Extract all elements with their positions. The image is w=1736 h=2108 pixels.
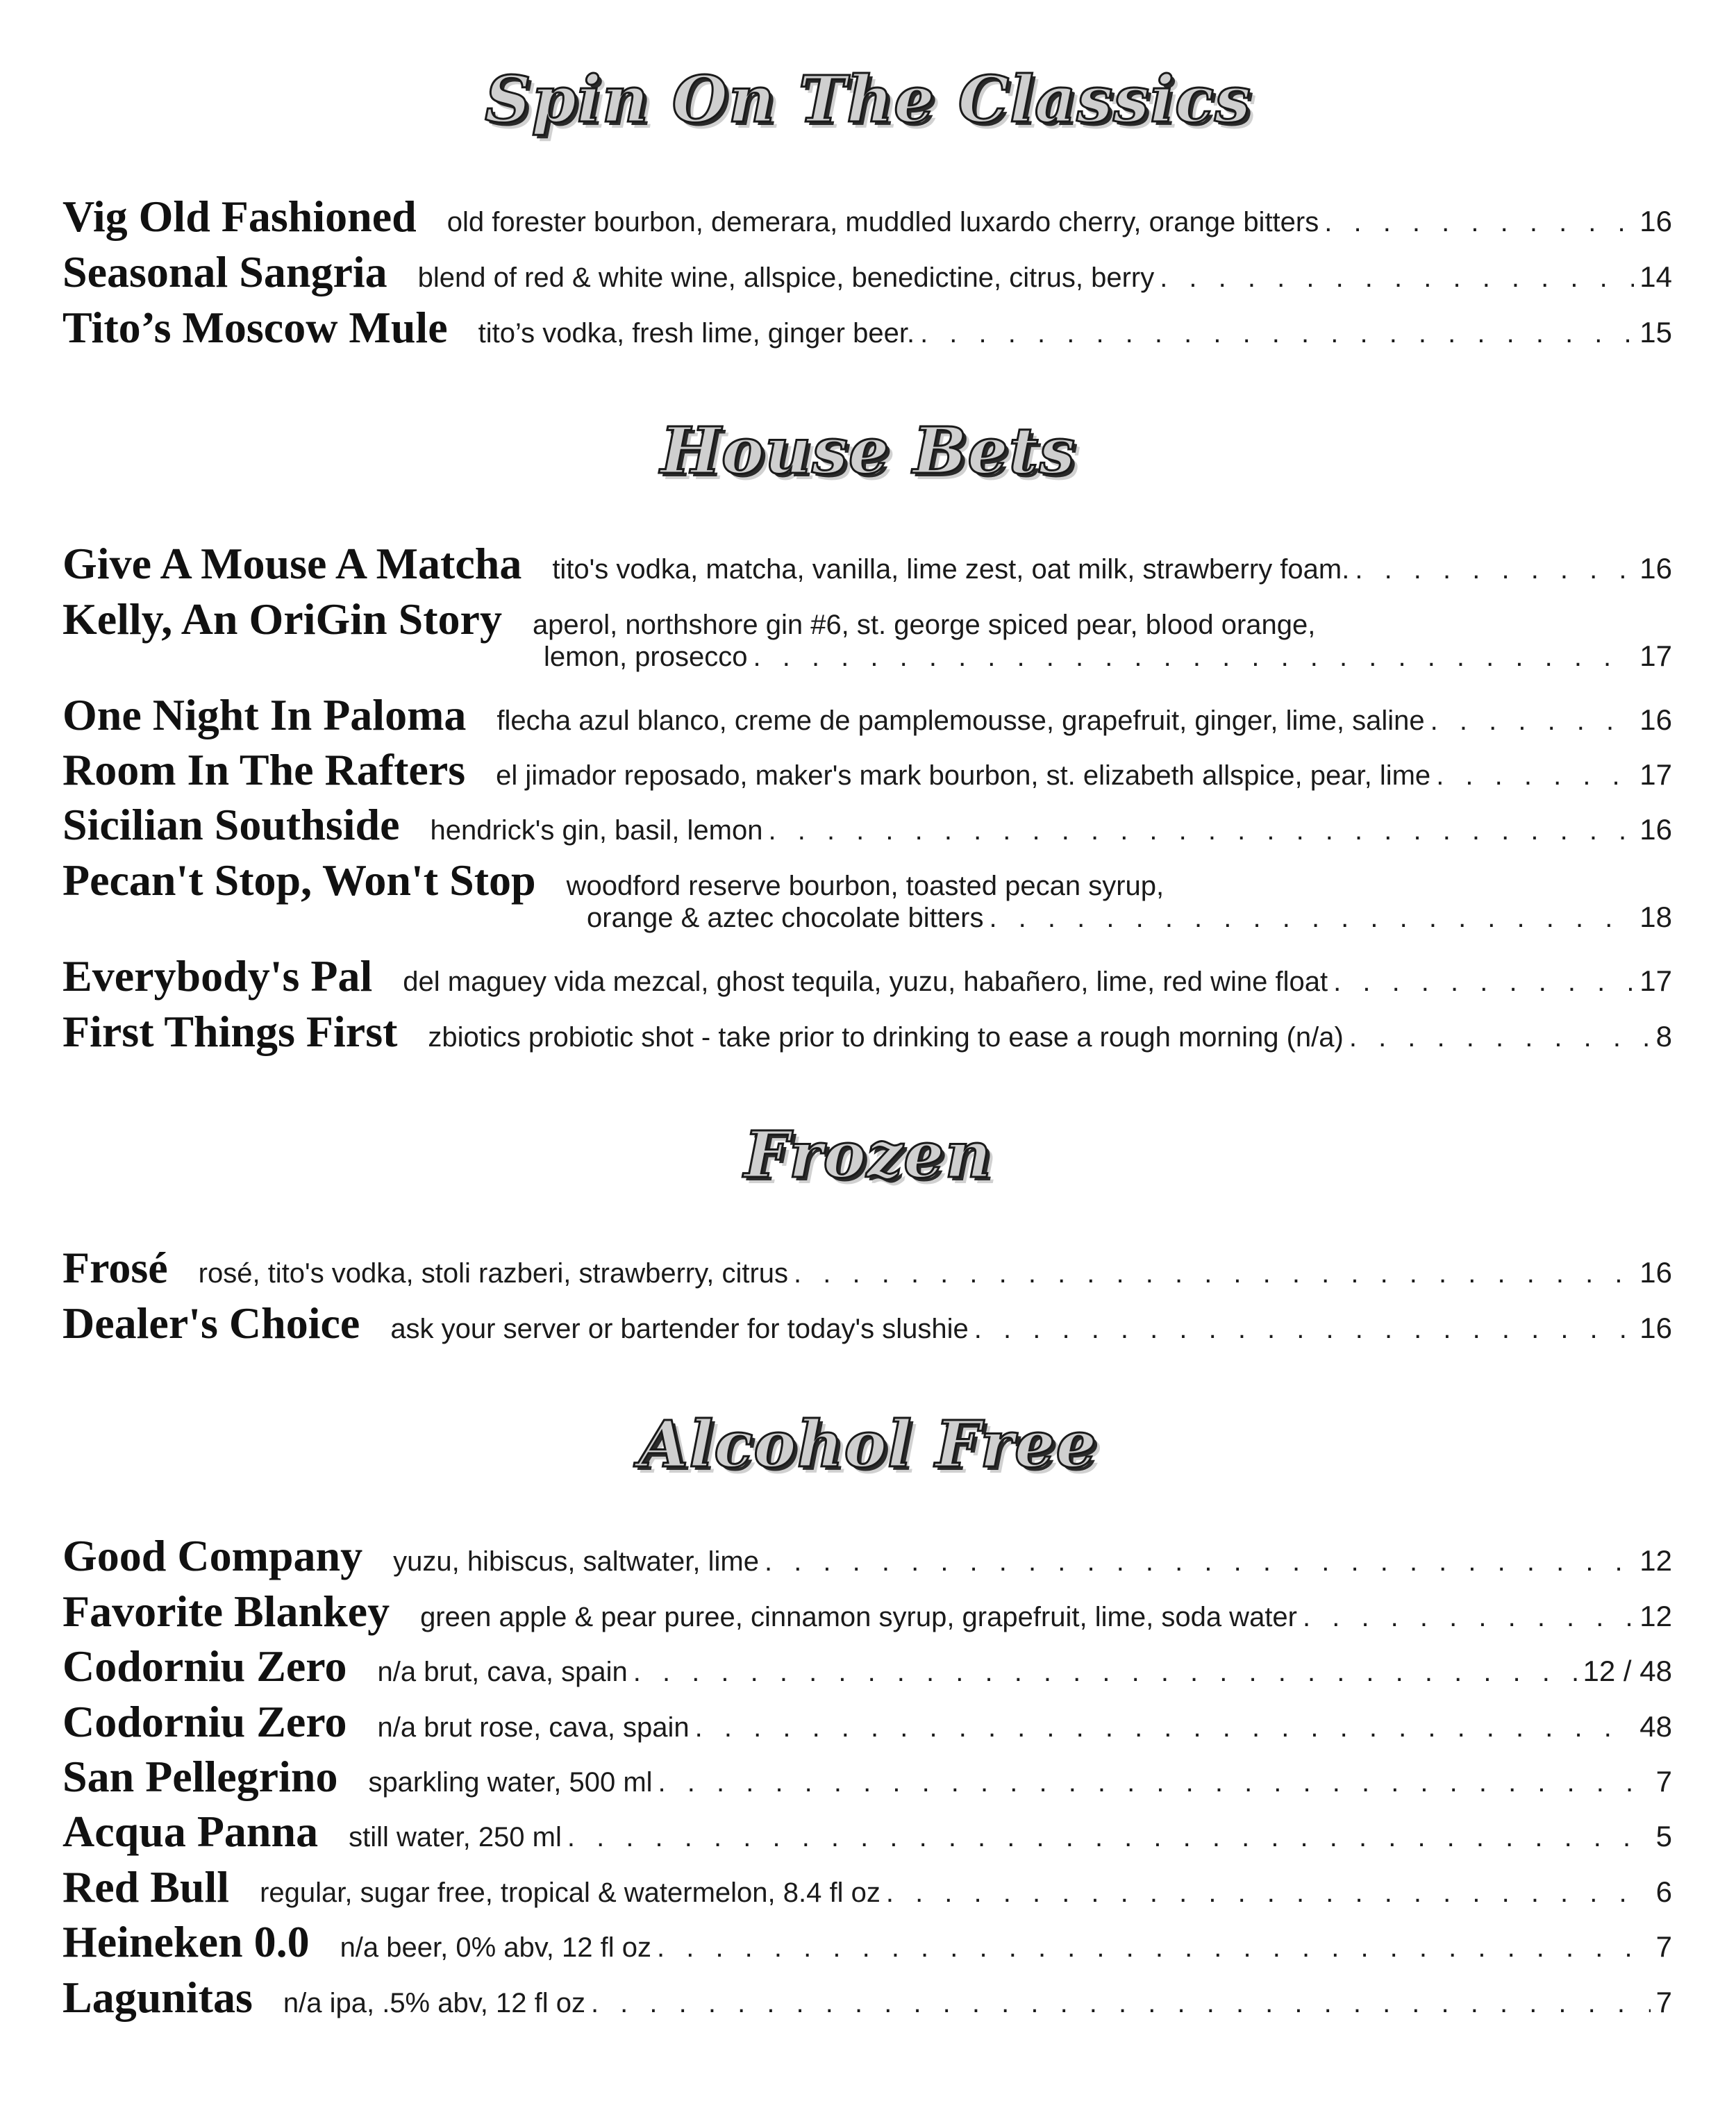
menu-item-seasonal-sangria <box>62 244 1672 300</box>
item-description: zbiotics probiotic shot - take prior to drinking to ease a rough morning (n/a) <box>428 1022 1344 1053</box>
item-description-continued: lemon, prosecco <box>544 642 748 672</box>
item-name: Dealer's Choice <box>62 1298 360 1348</box>
menu-item-titos-moscow-mule <box>62 300 1672 355</box>
menu-item-red-bull <box>62 1859 1672 1915</box>
item-price: 48 <box>1639 1710 1672 1743</box>
item-price: 15 <box>1639 316 1672 349</box>
menu-item-give-a-mouse-a-matcha <box>62 536 1672 592</box>
menu-item-heineken-zero <box>62 1914 1672 1970</box>
item-price: 5 <box>1655 1820 1672 1852</box>
item-description: still water, 250 ml <box>349 1822 562 1852</box>
item-price: 18 <box>1639 901 1672 933</box>
dot-leader <box>989 903 1634 934</box>
section-title-house-bets: House Bets <box>660 413 1076 488</box>
item-price: 16 <box>1639 813 1672 846</box>
item-price: 16 <box>1639 205 1672 237</box>
item-price: 12 <box>1639 1544 1672 1577</box>
item-description: n/a brut, cava, spain <box>377 1657 628 1687</box>
menu-item-lagunitas <box>62 1970 1672 2025</box>
item-description: flecha azul blanco, creme de pamplemousse, grapefruit, ginger, lime, saline <box>496 705 1425 736</box>
item-name: Vig Old Fashioned <box>62 192 417 241</box>
item-name: Lagunitas <box>62 1973 253 2022</box>
item-description: hendrick's gin, basil, lemon <box>430 815 763 846</box>
dot-leader <box>658 1767 1651 1798</box>
item-description: aperol, northshore gin #6, st. george spiced pear, blood orange, <box>532 610 1316 640</box>
item-price: 16 <box>1639 703 1672 736</box>
section-title-frozen: Frozen <box>744 1117 992 1192</box>
menu-item-pecant-stop-wont-stop <box>62 853 1672 937</box>
menu-item-frose <box>62 1240 1672 1296</box>
item-description: ask your server or bartender for today's slushie <box>390 1314 969 1344</box>
item-description: del maguey vida mezcal, ghost tequila, yuzu, habañero, lime, red wine float <box>403 967 1328 997</box>
item-name: Seasonal Sangria <box>62 247 387 296</box>
section-title-alcohol-free: Alcohol Free <box>638 1407 1098 1482</box>
item-description: el jimador reposado, maker's mark bourbon, st. elizabeth allspice, pear, lime <box>496 760 1431 791</box>
dot-leader <box>1333 967 1634 998</box>
dot-leader <box>1303 1602 1634 1633</box>
menu-item-kelly-an-origin-story <box>62 592 1672 676</box>
item-price: 16 <box>1639 552 1672 585</box>
item-name: Sicilian Southside <box>62 800 400 849</box>
item-price: 16 <box>1639 1312 1672 1344</box>
item-name: Heineken 0.0 <box>62 1917 310 1966</box>
dot-leader <box>633 1657 1578 1688</box>
dot-leader <box>657 1932 1651 1964</box>
item-name: Codorniu Zero <box>62 1641 347 1691</box>
menu-item-san-pellegrino <box>62 1749 1672 1805</box>
menu-item-everybodys-pal <box>62 948 1672 1004</box>
dot-leader <box>1436 760 1634 792</box>
item-name: Red Bull <box>62 1862 230 1912</box>
item-description: n/a brut rose, cava, spain <box>377 1712 690 1743</box>
dot-leader <box>1324 207 1634 238</box>
item-description: rosé, tito's vodka, stoli razberi, strawberry, citrus <box>198 1258 789 1289</box>
section-title-spin-on-the-classics: Spin On The Classics <box>485 62 1251 137</box>
item-name: Kelly, An OriGin Story <box>62 594 502 644</box>
menu-item-room-in-the-rafters <box>62 742 1672 798</box>
item-price: 6 <box>1655 1875 1672 1908</box>
menu-item-favorite-blankey <box>62 1584 1672 1639</box>
item-name: First Things First <box>62 1007 398 1056</box>
item-price: 17 <box>1639 639 1672 672</box>
dot-leader <box>974 1314 1635 1345</box>
item-price: 12 <box>1639 1600 1672 1632</box>
menu-item-vig-old-fashioned <box>62 189 1672 244</box>
menu-item-dealers-choice <box>62 1296 1672 1351</box>
item-price: 7 <box>1655 1930 1672 1963</box>
item-description: n/a ipa, .5% abv, 12 fl oz <box>283 1988 585 2018</box>
item-description: tito's vodka, matcha, vanilla, lime zest, oat milk, strawberry foam. <box>552 554 1350 585</box>
item-name: Everybody's Pal <box>62 951 373 1001</box>
item-price: 8 <box>1655 1020 1672 1053</box>
item-name: Codorniu Zero <box>62 1697 347 1746</box>
dot-leader <box>765 1546 1634 1578</box>
item-name: Good Company <box>62 1531 363 1580</box>
menu-item-codorniu-zero-rose <box>62 1694 1672 1750</box>
item-price: 17 <box>1639 964 1672 997</box>
dot-leader <box>591 1988 1651 2019</box>
item-name: Acqua Panna <box>62 1807 319 1856</box>
dot-leader <box>1355 554 1634 585</box>
item-description: woodford reserve bourbon, toasted pecan syrup, <box>566 871 1165 901</box>
item-name: Pecan't Stop, Won't Stop <box>62 855 536 905</box>
dot-leader <box>753 642 1634 673</box>
dot-leader <box>1349 1022 1651 1053</box>
menu-item-acqua-panna <box>62 1804 1672 1859</box>
item-name: One Night In Paloma <box>62 690 467 739</box>
item-description: regular, sugar free, tropical & watermelon, 8.4 fl oz <box>260 1877 880 1908</box>
item-description-continued: orange & aztec chocolate bitters <box>587 903 984 933</box>
item-name: Tito’s Moscow Mule <box>62 303 448 352</box>
item-name: Frosé <box>62 1243 168 1292</box>
dot-leader <box>1160 262 1634 294</box>
item-price: 17 <box>1639 758 1672 791</box>
item-description: green apple & pear puree, cinnamon syrup, grapefruit, lime, soda water <box>420 1602 1297 1632</box>
item-price: 7 <box>1655 1986 1672 2018</box>
dot-leader <box>695 1712 1635 1743</box>
item-name: Room In The Rafters <box>62 745 466 794</box>
item-price: 14 <box>1639 260 1672 293</box>
dot-leader <box>768 815 1634 846</box>
menu-item-sicilian-southside <box>62 797 1672 853</box>
item-price: 12 / 48 <box>1583 1655 1672 1687</box>
dot-leader <box>1430 705 1635 737</box>
item-description: yuzu, hibiscus, saltwater, lime <box>393 1546 759 1577</box>
dot-leader <box>567 1822 1651 1853</box>
item-description: n/a beer, 0% abv, 12 fl oz <box>340 1932 651 1963</box>
menu-item-one-night-in-paloma <box>62 687 1672 743</box>
item-name: Favorite Blankey <box>62 1587 390 1636</box>
dot-leader <box>920 318 1634 349</box>
item-name: San Pellegrino <box>62 1752 338 1801</box>
item-name: Give A Mouse A Matcha <box>62 539 522 588</box>
menu-item-codorniu-zero-brut <box>62 1639 1672 1694</box>
item-price: 16 <box>1639 1256 1672 1289</box>
item-description: tito’s vodka, fresh lime, ginger beer. <box>478 318 915 349</box>
item-description: old forester bourbon, demerara, muddled luxardo cherry, orange bitters <box>446 207 1319 237</box>
dot-leader <box>886 1877 1651 1909</box>
menu-item-good-company <box>62 1528 1672 1584</box>
item-description: sparkling water, 500 ml <box>368 1767 653 1798</box>
item-description: blend of red & white wine, allspice, benedictine, citrus, berry <box>417 262 1155 293</box>
menu-item-first-things-first <box>62 1004 1672 1060</box>
dot-leader <box>794 1258 1634 1289</box>
item-price: 7 <box>1655 1765 1672 1798</box>
